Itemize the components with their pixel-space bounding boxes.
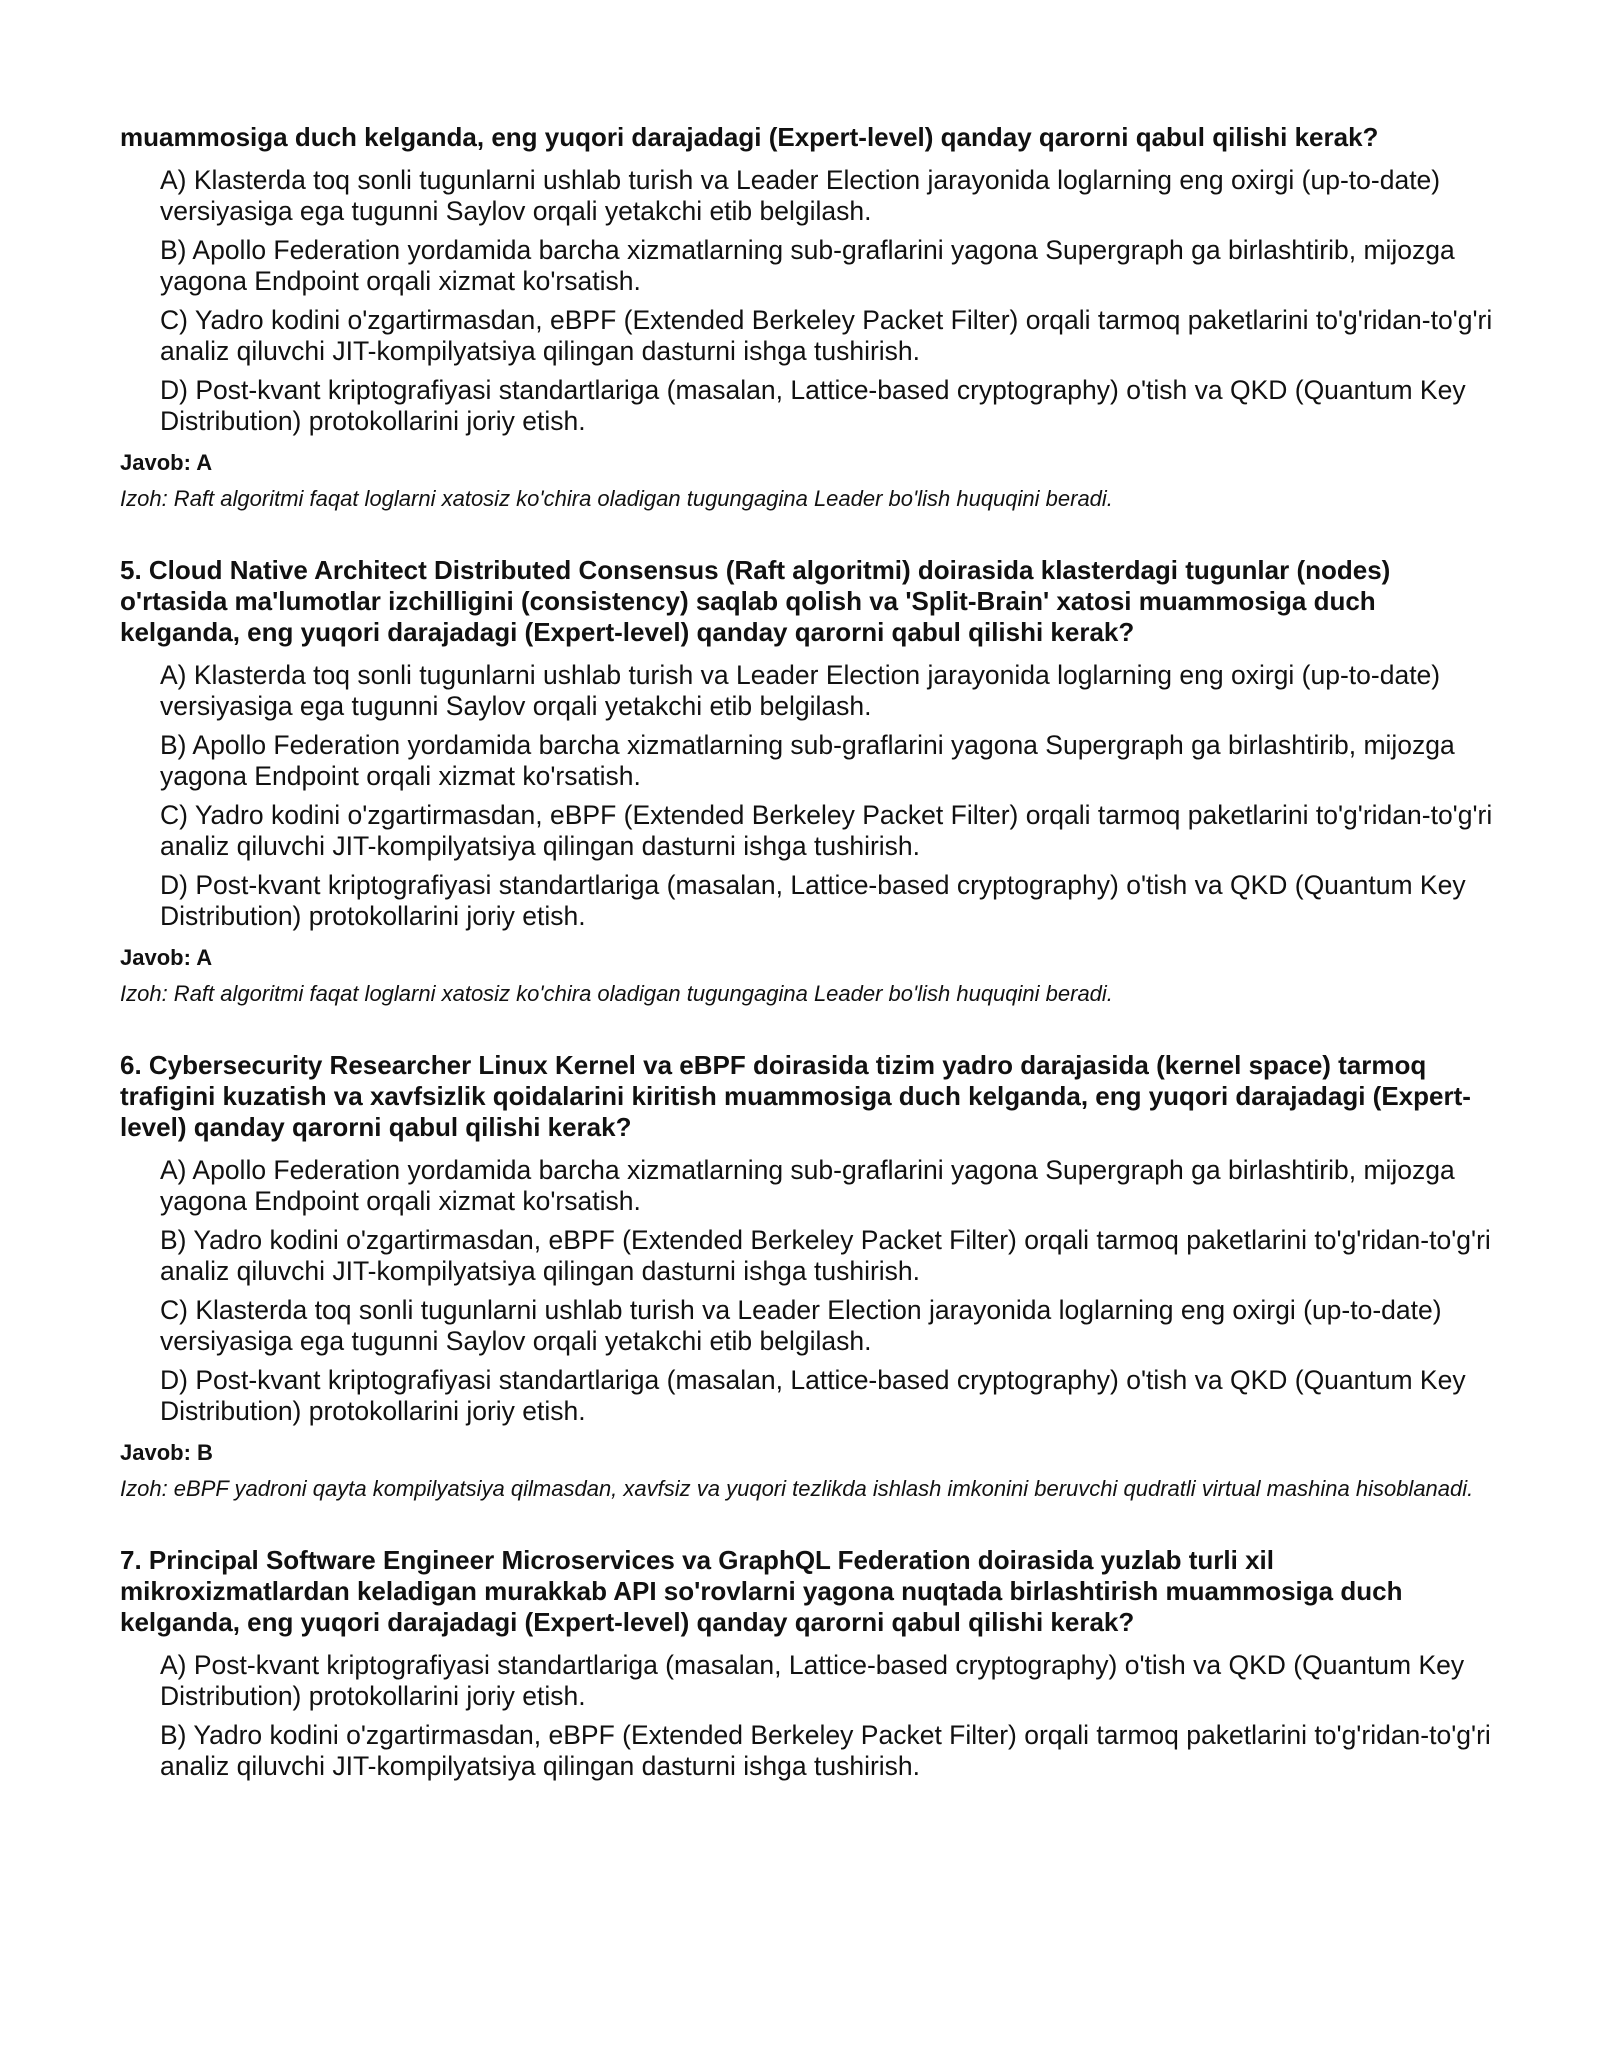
option-b: B) Yadro kodini o'zgartirmasdan, eBPF (Extended Berkeley Packet Filter) orqali tarmoq paketlarini to'g'ridan-to'g'ri analiz qiluvchi JIT-kompilyatsiya qilingan dasturni ishga tushirish. [160, 1720, 1491, 1781]
question-text: 6. Cybersecurity Researcher Linux Kernel va eBPF doirasida tizim yadro darajasida (kernel space) tarmoq trafigini kuzatish va xavfsizlik qoidalarini kiritish muammosiga duch kelganda, eng yuqori darajadagi (Expert-level) qanday qarorni qabul qilishi kerak? [120, 1050, 1471, 1142]
explanation-note: Izoh: Raft algoritmi faqat loglarni xatosiz ko'chira oladigan tugungagina Leader bo'lish huquqini beradi. [120, 486, 1113, 511]
document-page [120, 122, 1500, 1824]
answer-label: Javob: A [120, 450, 213, 475]
question-text: 7. Principal Software Engineer Microservices va GraphQL Federation doirasida yuzlab turli xil mikroxizmatlardan keladigan murakkab API so'rovlarni yagona nuqtada birlashtirish muammosiga duch kelganda, eng yuqori darajadagi (Expert-level) qanday qarorni qabul qilishi kerak? [120, 1545, 1403, 1637]
option-b: B) Apollo Federation yordamida barcha xizmatlarning sub-graflarini yagona Supergraph ga birlashtirib, mijozga yagona Endpoint orqali xizmat ko'rsatish. [160, 235, 1455, 296]
question-block-6 [120, 1050, 1500, 1503]
option-d: D) Post-kvant kriptografiyasi standartlariga (masalan, Lattice-based cryptography) o'tish va QKD (Quantum Key Distribution) protokollarini joriy etish. [160, 1365, 1466, 1426]
question-block-5 [120, 555, 1500, 1008]
option-a: A) Klasterda toq sonli tugunlarni ushlab turish va Leader Election jarayonida loglarning eng oxirgi (up-to-date) versiyasiga ega tugunni Saylov orqali yetakchi etib belgilash. [160, 165, 1441, 226]
option-a: A) Post-kvant kriptografiyasi standartlariga (masalan, Lattice-based cryptography) o'tish va QKD (Quantum Key Distribution) protokollarini joriy etish. [160, 1650, 1465, 1711]
option-c: C) Yadro kodini o'zgartirmasdan, eBPF (Extended Berkeley Packet Filter) orqali tarmoq paketlarini to'g'ridan-to'g'ri analiz qiluvchi JIT-kompilyatsiya qilingan dasturni ishga tushirish. [160, 305, 1493, 366]
option-a: A) Klasterda toq sonli tugunlarni ushlab turish va Leader Election jarayonida loglarning eng oxirgi (up-to-date) versiyasiga ega tugunni Saylov orqali yetakchi etib belgilash. [160, 660, 1441, 721]
explanation-note: Izoh: Raft algoritmi faqat loglarni xatosiz ko'chira oladigan tugungagina Leader bo'lish huquqini beradi. [120, 981, 1113, 1006]
option-d: D) Post-kvant kriptografiyasi standartlariga (masalan, Lattice-based cryptography) o'tish va QKD (Quantum Key Distribution) protokollarini joriy etish. [160, 870, 1466, 931]
option-d: D) Post-kvant kriptografiyasi standartlariga (masalan, Lattice-based cryptography) o'tish va QKD (Quantum Key Distribution) protokollarini joriy etish. [160, 375, 1466, 436]
option-a: A) Apollo Federation yordamida barcha xizmatlarning sub-graflarini yagona Supergraph ga birlashtirib, mijozga yagona Endpoint orqali xizmat ko'rsatish. [160, 1155, 1455, 1216]
answer-label: Javob: B [120, 1440, 213, 1465]
question-block-7 [120, 1545, 1500, 1782]
option-b: B) Yadro kodini o'zgartirmasdan, eBPF (Extended Berkeley Packet Filter) orqali tarmoq paketlarini to'g'ridan-to'g'ri analiz qiluvchi JIT-kompilyatsiya qilingan dasturni ishga tushirish. [160, 1225, 1491, 1286]
option-b: B) Apollo Federation yordamida barcha xizmatlarning sub-graflarini yagona Supergraph ga birlashtirib, mijozga yagona Endpoint orqali xizmat ko'rsatish. [160, 730, 1455, 791]
answer-label: Javob: A [120, 945, 213, 970]
question-text: 5. Cloud Native Architect Distributed Consensus (Raft algoritmi) doirasida klasterdagi tugunlar (nodes) o'rtasida ma'lumotlar izchilligini (consistency) saqlab qolish va 'Split-Brain' xatosi muammosiga duch kelganda, eng yuqori darajadagi (Expert-level) qanday qarorni qabul qilishi kerak? [120, 555, 1391, 647]
option-c: C) Klasterda toq sonli tugunlarni ushlab turish va Leader Election jarayonida loglarning eng oxirgi (up-to-date) versiyasiga ega tugunni Saylov orqali yetakchi etib belgilash. [160, 1295, 1442, 1356]
question-text: muammosiga duch kelganda, eng yuqori darajadagi (Expert-level) qanday qarorni qabul qilishi kerak? [120, 122, 1379, 152]
explanation-note: Izoh: eBPF yadroni qayta kompilyatsiya qilmasdan, xavfsiz va yuqori tezlikda ishlash imkonini beruvchi qudratli virtual mashina hisoblanadi. [120, 1476, 1474, 1501]
option-c: C) Yadro kodini o'zgartirmasdan, eBPF (Extended Berkeley Packet Filter) orqali tarmoq paketlarini to'g'ridan-to'g'ri analiz qiluvchi JIT-kompilyatsiya qilingan dasturni ishga tushirish. [160, 800, 1493, 861]
question-block-4-continued [120, 122, 1500, 513]
